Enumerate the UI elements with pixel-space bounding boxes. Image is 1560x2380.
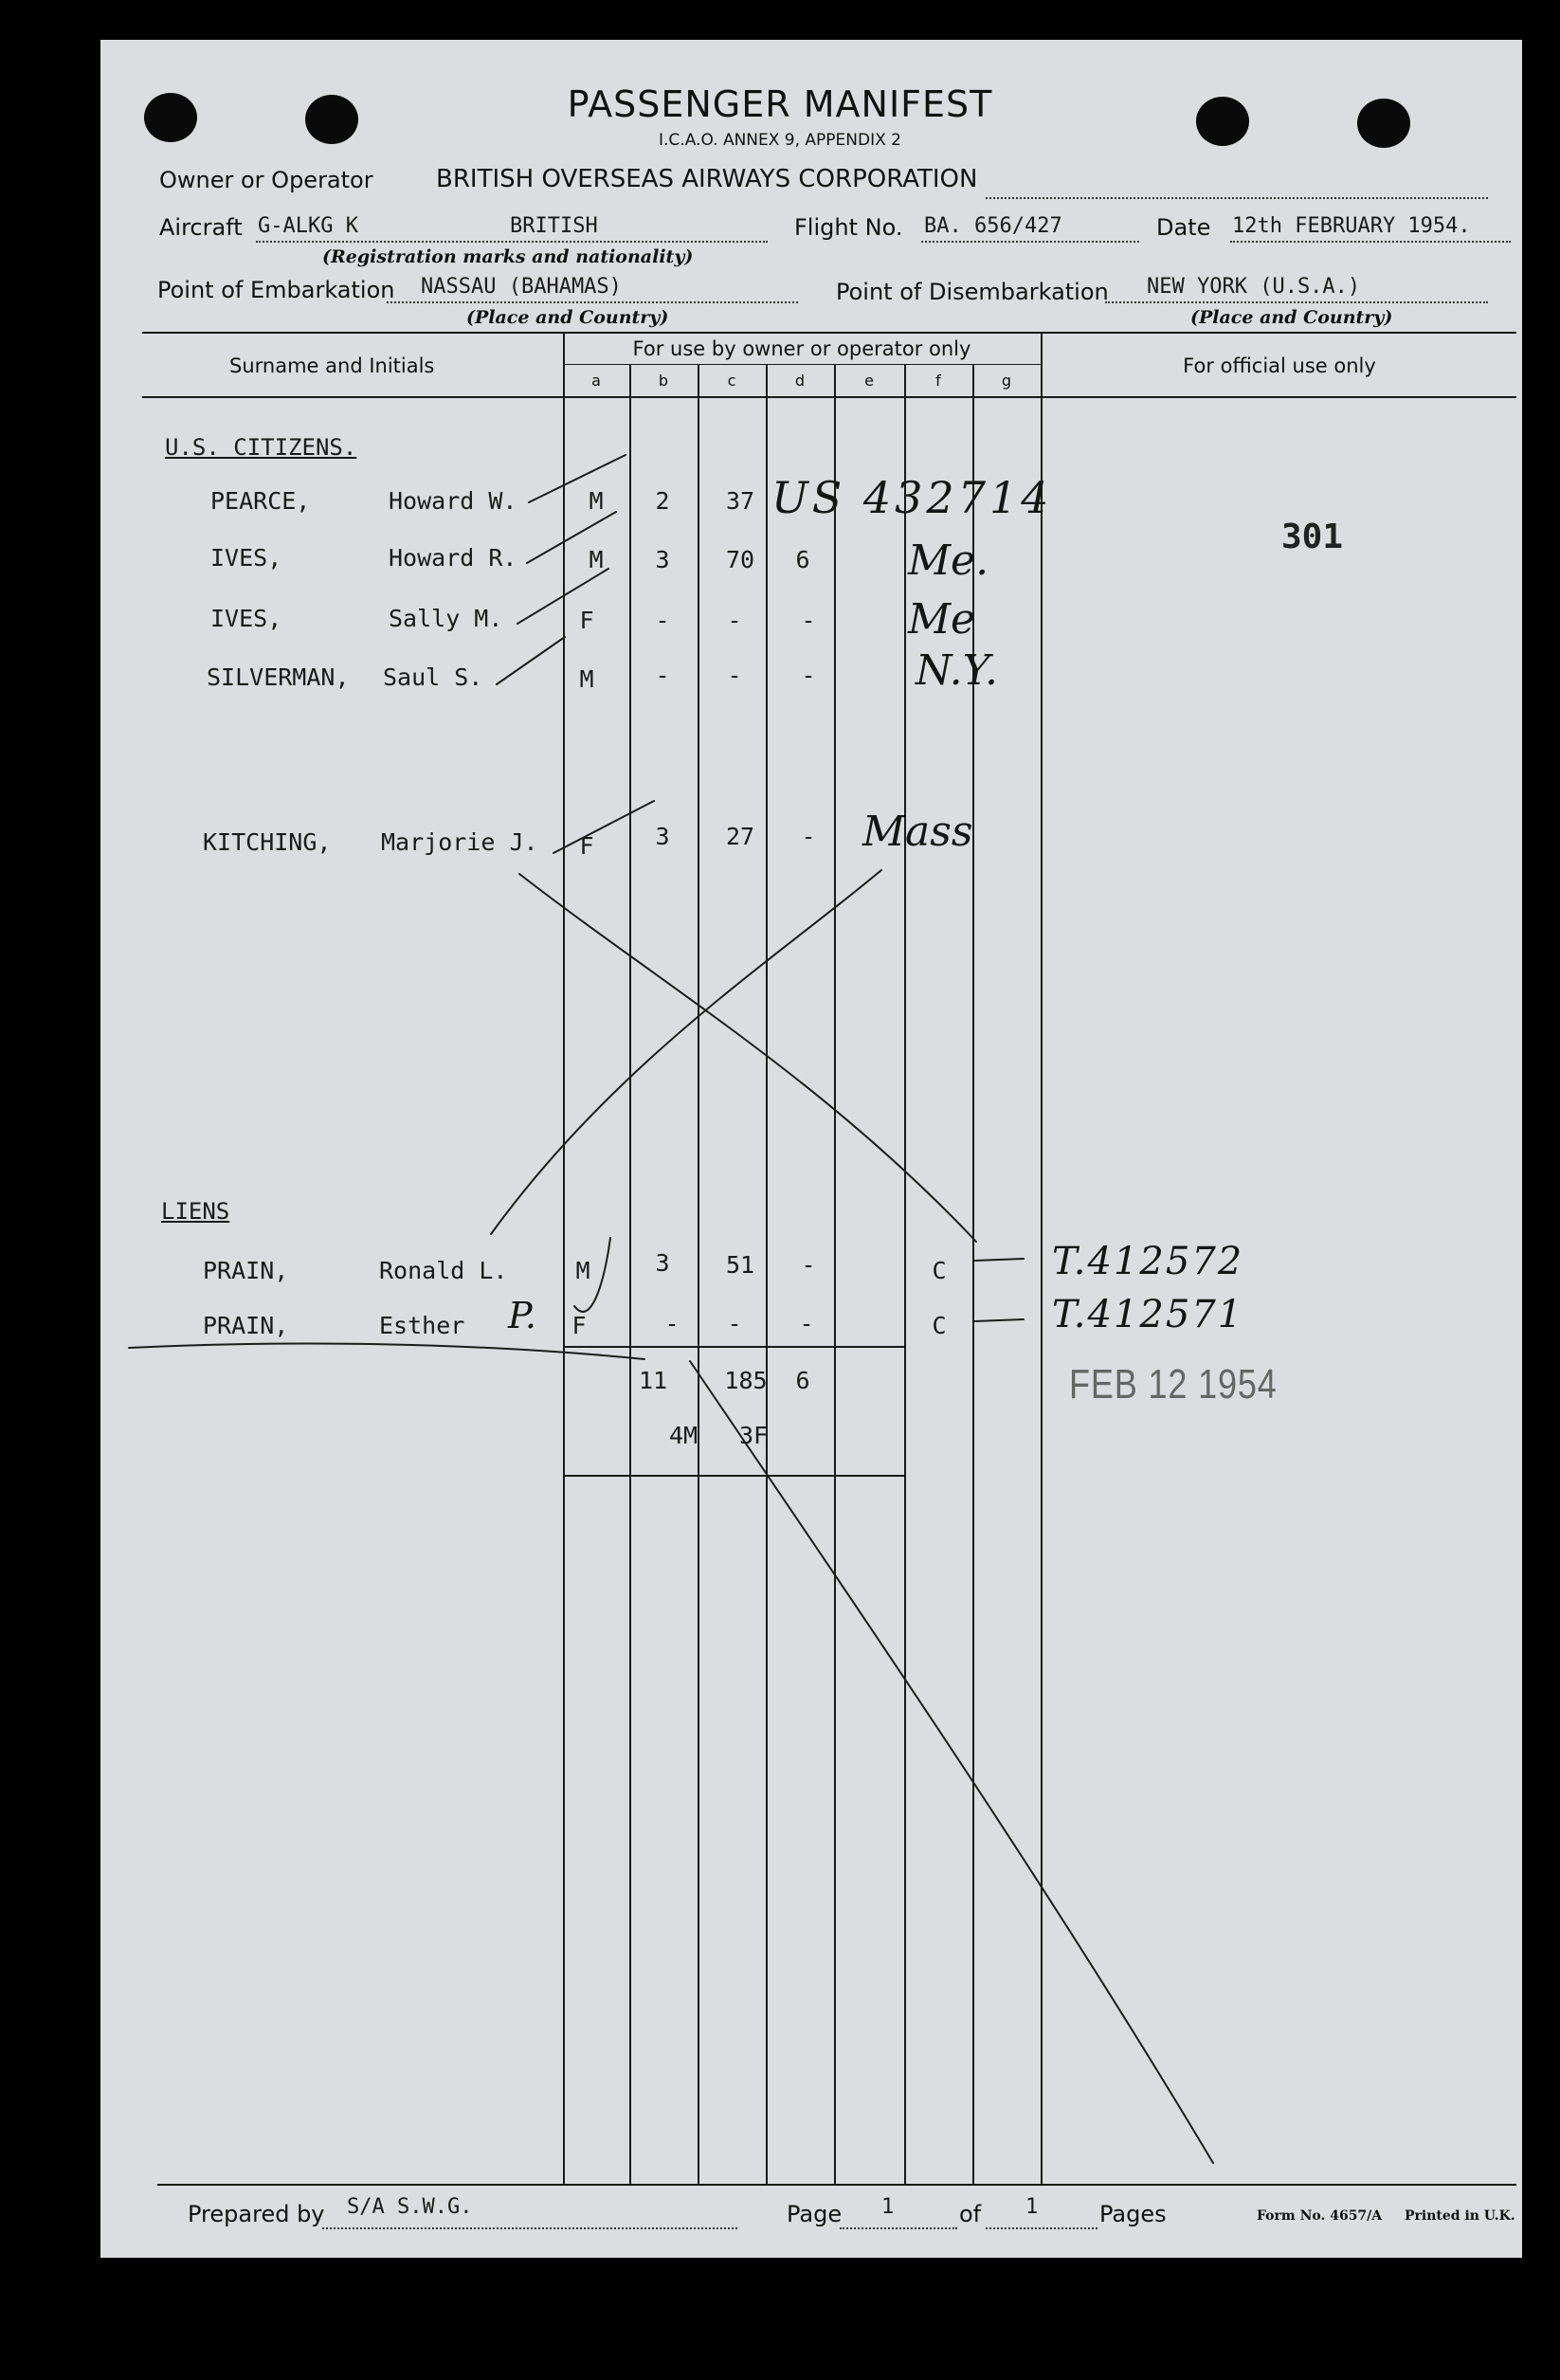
row-col-d: - (799, 1310, 814, 1337)
prepared-label: Prepared by (188, 2201, 325, 2227)
row-initials: Marjorie J. (381, 828, 538, 856)
aircraft-label: Aircraft (159, 214, 243, 241)
row-col-d: - (801, 823, 816, 850)
row-sex: M (589, 487, 604, 515)
page-value: 1 (881, 2195, 895, 2219)
col-letter-e: e (864, 372, 874, 390)
row-sex: F (571, 1312, 587, 1339)
row-col-c: 27 (725, 823, 755, 850)
page-label: Page (787, 2201, 843, 2227)
row-handwritten-note: T.412572 (1052, 1240, 1244, 1283)
date-label: Date (1156, 214, 1211, 241)
row-col-b: - (655, 662, 670, 689)
row-surname: IVES, (210, 544, 282, 572)
total-col-b: 11 (638, 1367, 668, 1394)
row-initials: Saul S. (383, 663, 483, 691)
date-value: 12th FEBRUARY 1954. (1232, 214, 1471, 238)
prepared-value: S/A S.W.G. (347, 2195, 473, 2219)
total-col-c: 185 (724, 1367, 768, 1394)
flight-value: BA. 656/427 (924, 214, 1062, 238)
row-sex: M (575, 1257, 590, 1284)
owner-value: BRITISH OVERSEAS AIRWAYS CORPORATION (436, 165, 978, 193)
row-handwritten-note: Me. (908, 536, 989, 585)
disembark-value: NEW YORK (U.S.A.) (1147, 275, 1361, 299)
aircraft-caption: (Registration marks and nationality) (322, 246, 694, 267)
col-letter-g: g (1001, 372, 1012, 390)
of-dotted-line (986, 2227, 1097, 2229)
row-col-f: C (932, 1312, 947, 1339)
row-initials: Howard R. (389, 544, 517, 572)
row-col-b: 3 (655, 1249, 670, 1277)
date-stamp: FEB 12 1954 (1069, 1361, 1278, 1408)
row-surname: PRAIN, (203, 1257, 289, 1284)
col-header-group: For use by owner or operator only (632, 337, 971, 360)
row-initials: Sally M. (389, 605, 503, 632)
section-aliens: LIENS (161, 1198, 230, 1225)
row-col-c: 70 (725, 546, 755, 573)
row-col-d: - (801, 607, 816, 634)
official-number: 301 (1281, 518, 1344, 556)
col-letter-a: a (591, 372, 601, 390)
total-female: 3F (739, 1422, 769, 1449)
col-letter-b: b (658, 372, 669, 390)
printed-in: Printed in U.K. (1405, 2208, 1515, 2224)
row-col-f: C (932, 1257, 947, 1284)
pages-label: Pages (1099, 2201, 1167, 2227)
row-handwritten-note: T.412571 (1052, 1293, 1244, 1336)
row-col-b: 2 (655, 487, 670, 515)
row-surname: PRAIN, (203, 1312, 289, 1339)
row-surname: IVES, (210, 605, 282, 632)
row-col-b: 3 (655, 823, 670, 850)
row-col-d: - (801, 662, 816, 689)
row-handwritten-note: N.Y. (916, 646, 999, 695)
row-col-d: - (801, 1251, 816, 1279)
row-initials: Esther (379, 1312, 465, 1339)
col-header-official: For official use only (1183, 354, 1376, 377)
total-col-d: 6 (795, 1367, 810, 1394)
col-letter-f: f (935, 372, 941, 390)
row-handwritten-note: US 432714 (771, 472, 1053, 523)
row-surname: SILVERMAN, (207, 663, 350, 691)
row-col-c: - (727, 1310, 742, 1337)
row-col-c: 37 (725, 487, 755, 515)
row-col-c: - (727, 607, 742, 634)
col-letter-c: c (727, 372, 736, 390)
row-sex: M (579, 665, 594, 693)
col-letter-d: d (794, 372, 806, 390)
prepared-dotted-line (322, 2227, 737, 2229)
embark-label: Point of Embarkation (157, 277, 395, 303)
disembark-label: Point of Disembarkation (836, 279, 1109, 305)
form-number: Form No. 4657/A (1257, 2208, 1383, 2224)
row-surname: PEARCE, (210, 487, 311, 515)
row-sex: M (589, 546, 604, 573)
col-header-surname: Surname and Initials (229, 354, 435, 377)
row-col-c: - (727, 662, 742, 689)
row-handwritten-note: Me (908, 595, 976, 644)
row-initials: Ronald L. (379, 1257, 508, 1284)
row-col-d: 6 (795, 546, 810, 573)
aircraft-nationality: BRITISH (510, 214, 598, 238)
owner-label: Owner or Operator (159, 167, 373, 193)
section-us-citizens: U.S. CITIZENS. (165, 434, 357, 461)
embark-value: NASSAU (BAHAMAS) (421, 275, 622, 299)
row-sex: F (579, 607, 594, 634)
row-col-b: 3 (655, 546, 670, 573)
row-col-c: 51 (725, 1251, 755, 1279)
row-handwritten-note: Mass (862, 808, 973, 856)
page-dotted-line (840, 2227, 957, 2229)
total-male: 4M (669, 1422, 698, 1449)
row-col-b: - (664, 1310, 680, 1337)
row-sex: F (579, 832, 594, 860)
disembark-caption: (Place and Country) (1190, 307, 1393, 328)
of-label: of (959, 2201, 982, 2227)
aircraft-reg: G-ALKG K (258, 214, 358, 238)
row-col-b: - (655, 607, 670, 634)
row-surname: KITCHING, (203, 828, 332, 856)
page-title: PASSENGER MANIFEST (567, 83, 993, 125)
row-extra-initial: P. (508, 1295, 536, 1336)
flight-label: Flight No. (794, 214, 903, 241)
embark-caption: (Place and Country) (466, 307, 669, 328)
of-value: 1 (1025, 2195, 1039, 2219)
page-subtitle: I.C.A.O. ANNEX 9, APPENDIX 2 (659, 131, 901, 150)
row-initials: Howard W. (389, 487, 517, 515)
